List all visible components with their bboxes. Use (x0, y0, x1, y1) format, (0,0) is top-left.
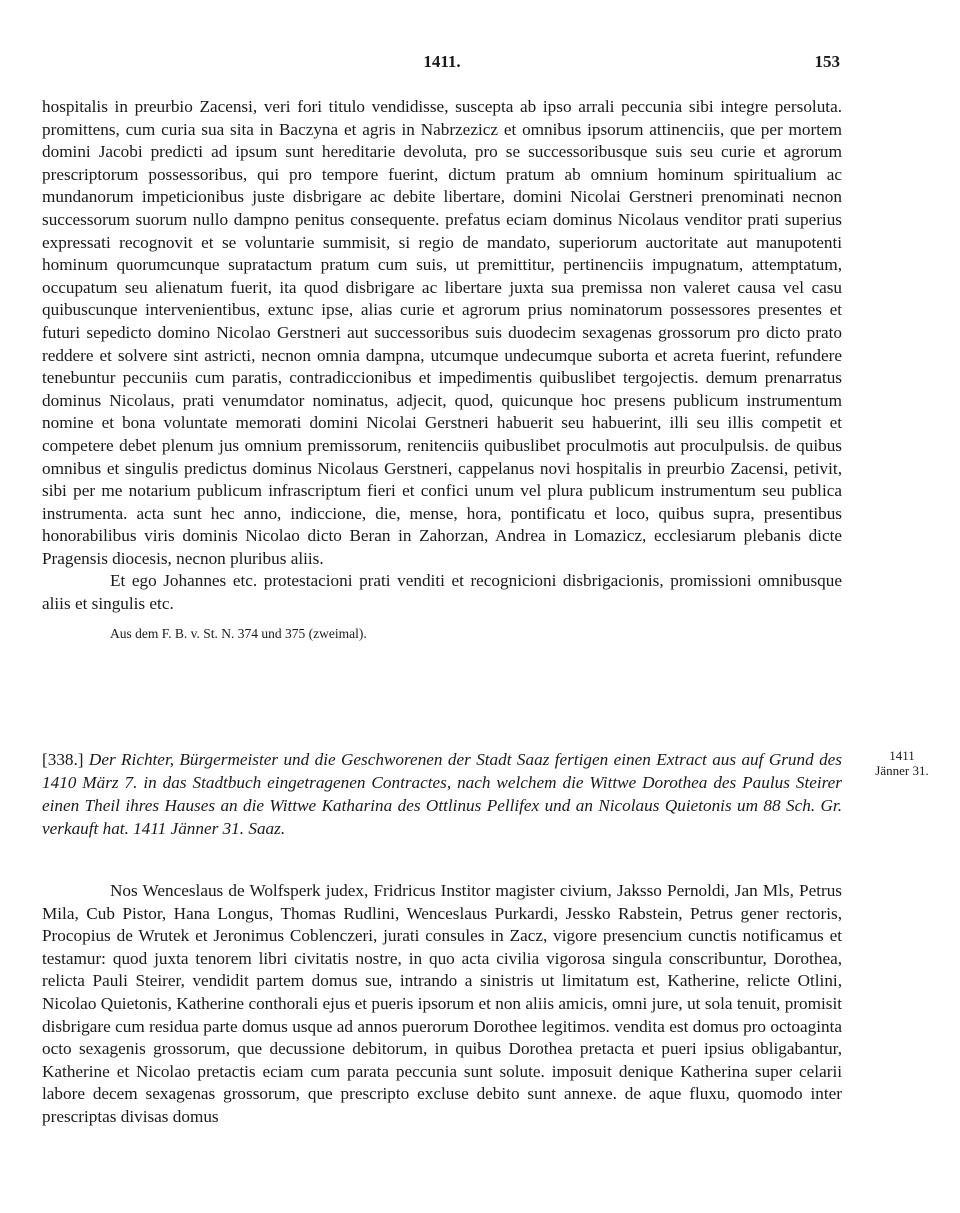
page-number: 153 (814, 52, 840, 71)
charter-continuation (42, 96, 842, 643)
running-header (42, 52, 842, 76)
header-year: 1411. (423, 52, 461, 71)
regest-summary: Der Richter, Bürgermeister und die Geschworenen der Stadt Saaz fertigen einen Extract aus auf Grund des 1410 März 7. in das Stadtbuch eingetragenen Contractes, nach welchem die Wittwe Dorothea des Paulus Steirer einen Theil ihres Hauses an die Wittwe Katharina des Ottlinus Pellifex und an Nicolaus Quietonis um 88 Sch. Gr. verkauft hat. 1411 Jänner 31. Saaz. (42, 750, 842, 838)
document-regest (42, 748, 842, 840)
margin-date: Jänner 31. (875, 763, 929, 778)
source-note: Aus dem F. B. v. St. N. 374 und 375 (zweimal). (110, 625, 367, 641)
margin-year: 1411 (889, 748, 915, 763)
document-number: [338.] (42, 750, 84, 769)
charter-text-paragraph: hospitalis in preurbio Zacensi, veri fori titulo vendidisse, suscepta ab ipso arrali peccunia sibi integre persoluta. promittens, cum curia sua sita in Baczyna et agris in Nabrzezicz et omnibus ipsorum attinenciis, que per mortem domini Jacobi predicti ad ipsum sunt hereditarie devoluta, pro se successoribusque suis seu curie et agrorum prescriptorum possessoribus, qui pro tempore fuerint, dictum pratum ab omnium hominum spiritualium ac mundanorum impeticionibus juste disbrigare ac debite libertare, domini Nicolai Gerstneri prenominati necnon successorum suorum nullo dampno penitus consequente. prefatus eciam dominus Nicolaus venditor prati superius expressati recognovit et se voluntarie summisit, si regio de mandato, superiorum auctoritate aut manupotenti hominum quorumcunque supratactum pratum cum suis, ut premittitur, pertinenciis impugnatum, attemptatum, occupatum seu alienatum fuerit, ita quod disbrigare ac libertare juxta sua premissa non valeret causa vel casu quibuscunque intervenientibus, extunc ipse, alias curie et agrorum prius nominatorum possessores presentes et futuri sepedicto domino Nicolao Gerstneri aut successoribus suis duodecim sexagenas grossorum pro dicto prato reddere et solvere sint astricti, necnon omnia dampna, utcumque undecumque suborta et acreta fuerint, refundere tenebuntur peccuniis cum paratis, contradiccionibus et impedimentis quibuslibet tergojectis. demum prenarratus dominus Nicolaus, prati venumdator nominatus, adjecit, quod, quicunque hoc presens publicum instrumentum nomine et bona voluntate memorati domini Nicolai Gerstneri habuerit seu habuerint, illi seu illis competit et competere debet plenum jus omnium premissorum, renitenciis quibuslibet proculmotis aut proculpulsis. de quibus omnibus et singulis predictus dominus Nicolaus Gerstneri, cappelanus novi hospitalis in preurbio Zacensi, petivit, sibi per me notarium publicum infrascriptum fieri et confici unum vel plura publicum instrumentum seu publica instrumenta. acta sunt hec anno, indiccione, die, mense, hora, pontificatu et loco, quibus supra, presentibus honorabilibus viris dominis Nicolao dicto Beran in Zahorzan, Andrea in Lomazicz, ecclesiarum plebanis dicte Pragensis diocesis, necnon pluribus aliis. (42, 97, 842, 568)
margin-date-note (852, 748, 952, 778)
notary-attestation-paragraph: Et ego Johannes etc. protestacioni prati venditi et recognicioni disbrigacionis, promissioni omnibusque aliis et singulis etc. (42, 571, 842, 614)
charter-body-paragraph: Nos Wenceslaus de Wolfsperk judex, Fridricus Institor magister civium, Jaksso Pernoldi, Jan Mls, Petrus Mila, Cub Pistor, Hana Longus, Thomas Rudlini, Wenceslaus Purkardi, Jessko Rabstein, Petrus gener rectoris, Procopius de Wrutek et Jeronimus Coblenczeri, jurati consules in Zacz, vigore presencium cunctis notificamus et testamur: quod juxta tenorem libri civitatis nostre, in quo acta civilia vigorosa singula conscribuntur, Dorothea, relicta Pauli Steirer, vendidit partem domus sue, intrando a sinistris ut limitatum est, Katherine, relicte Otlini, Nicolao Quietonis, Katherine conthorali ejus et pueris ipsorum et non aliis amicis, omni jure, ut sola tenuit, promisit disbrigare cum residua parte domus usque ad annos puerorum Dorothee legitimos. vendita est domus pro octoaginta octo sexagenis grossorum, que decussione debitorum, in quibus Dorothea pretacta et pueri ipsius obligabantur, Katherine et Nicolao pretactis eciam cum parata peccunia sunt solute. imposuit denique Katherina super celarii labore decem sexagenas grossorum, que prescripto excluse debito sunt annexe. de aque fluxu, quomodo inter prescriptas divisas domus (42, 881, 842, 1126)
charter-text-338 (42, 880, 842, 1129)
